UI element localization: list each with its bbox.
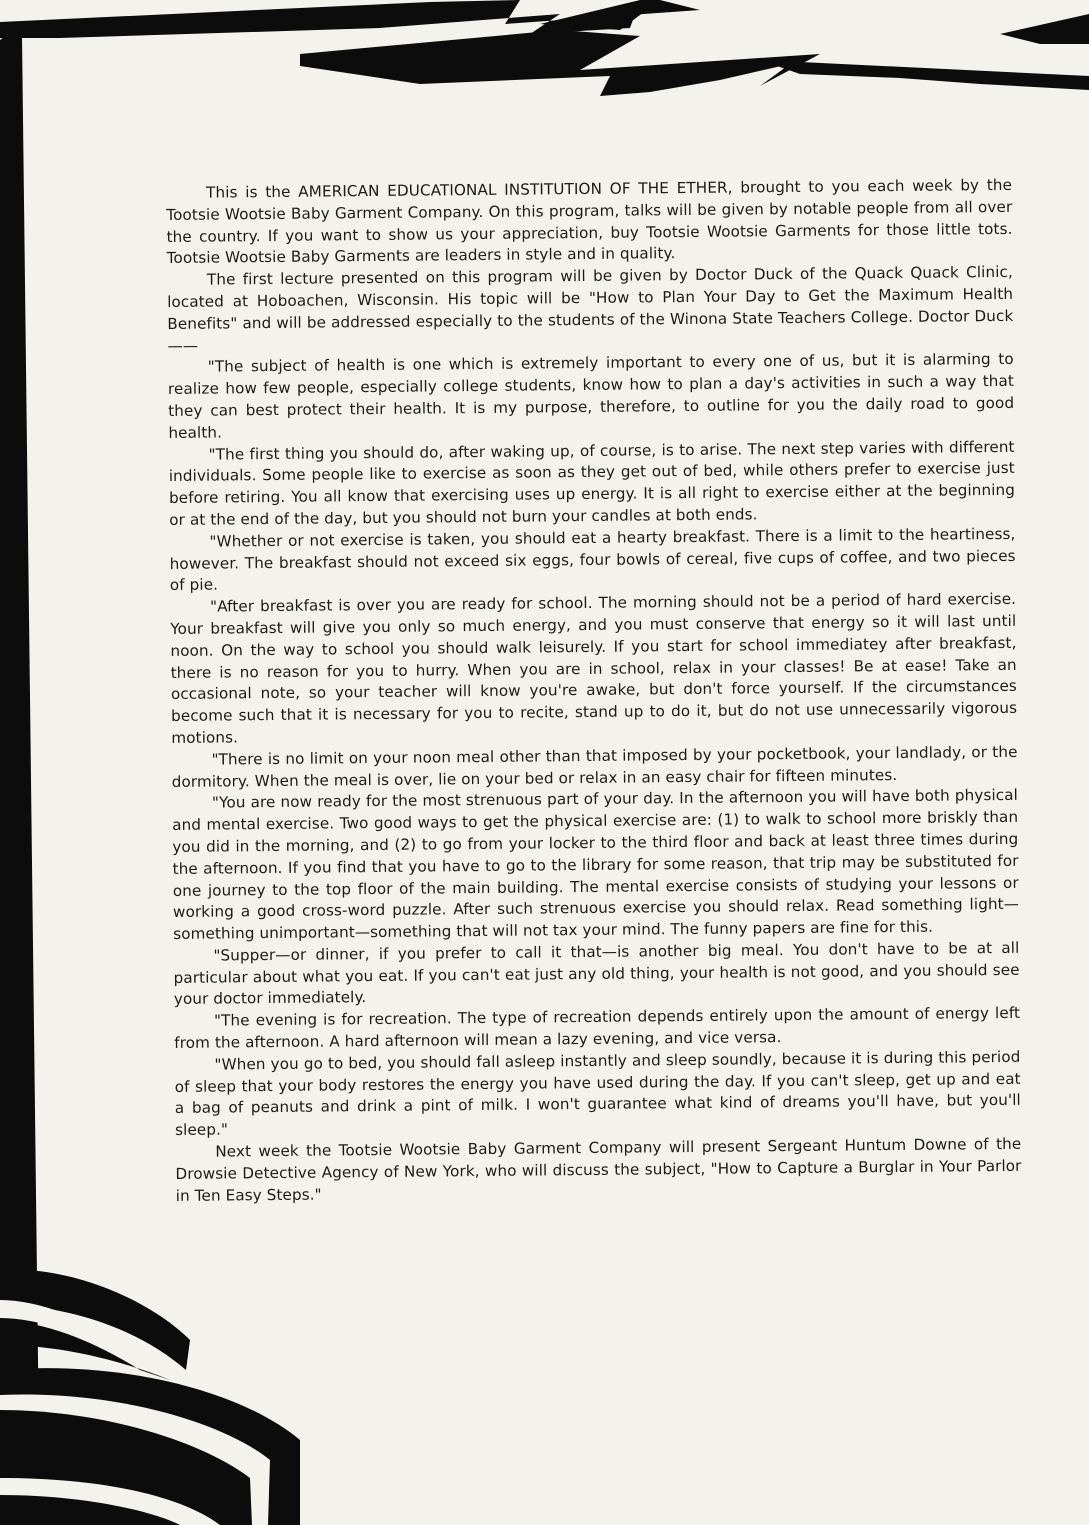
lightning-bolt-icon — [0, 0, 1089, 96]
paragraph-closing: Next week the Tootsie Wootsie Baby Garment Company will present Sergeant Huntum Downe of the Drowsie Detective Agency of New York, who will discuss the subject, "How to Capture a Burglar in Your Parlor in Ten Easy Steps." — [175, 1134, 1022, 1205]
paragraph: "You are now ready for the most strenuous part of your day. In the afternoon you will have both physical and mental exercise. Two good ways to get the physical exercise are: (1) to walk to school more briskly than you did in the morning, and (2) to go from your locker to the third floor and back at least three times during the afternoon. If you find that you have to go to the library for some reason, that trip may be substituted for one journey to the top floor of the main building. The mental exercise consists of studying your lessons or working a good cross-word puzzle. After such strenuous exercise you should relax. Read something light—something unimportant—something that will not tax your mind. The funny papers are fine for this. — [172, 786, 1020, 944]
paragraph: "There is no limit on your noon meal other than that imposed by your pocketbook, your landlady, or the dormitory. When the meal is over, lie on your bed or relax in an easy chair for fifteen minutes. — [171, 742, 1018, 791]
paragraph: "The subject of health is one which is extremely important to every one of us, but it is alarming to realize how few people, especially college students, know how to plan a day's activities in such a way that they can best protect their health. It is my purpose, therefore, to outline for you the daily road to good health. — [167, 350, 1015, 442]
paragraph: "When you go to bed, you should fall asleep instantly and sleep soundly, because it is during this period of sleep that your body restores the energy you have used during the day. If you can't sleep, get up and eat a bag of peanuts and drink a pint of milk. I won't guarantee what kind of dreams you'll have, but you'll sleep." — [174, 1047, 1021, 1140]
tower-base — [0, 1240, 300, 1525]
paragraph: "After breakfast is over you are ready for school. The morning should not be a period of hard exercise. Your breakfast will give you only so much energy, and you must conserve that energy so it will last until noon. On the way to school you should walk leisurely. If you start for school immediatey after breakfast, there is no reason for you to hurry. When you are in school, relax in your classes! Be at ease! Take an occasional note, so your teacher will know you're awake, but don't force yourself. If the circumstances become such that it is necessary for you to recite, stand up to do it, but do not use unnecessarily vigorous motions. — [170, 590, 1018, 747]
paragraph: "The first thing you should do, after waking up, of course, is to arise. The next step varies with different individuals. Some people like to exercise as soon as they get out of bed, while others prefer to exercise just before retiring. You all know that exercising uses up energy. It is all right to exercise either at the beginning or at the end of the day, but you should not burn your candles at both ends. — [168, 437, 1016, 529]
paragraph: The first lecture presented on this program will be given by Doctor Duck of the Quack Quack Clinic, located at Hoboachen, Wisconsin. His topic will be "How to Plan Your Day to Get the Maximum Health Benefits" and will be addressed especially to the students of the Winona State Teachers College. Doctor Duck—— — [167, 263, 1014, 355]
article-body — [166, 175, 1022, 1208]
paragraph: "The evening is for recreation. The type of recreation depends entirely upon the amount of energy left from the afternoon. A hard afternoon will mean a lazy evening, and vice versa. — [174, 1004, 1021, 1053]
paragraph: "Whether or not exercise is taken, you should eat a hearty breakfast. There is a limit to the heartiness, however. The breakfast should not exceed six eggs, four bowls of cereal, five cups of coffee, and two pieces of pie. — [169, 524, 1016, 595]
paragraph-intro: This is the AMERICAN EDUCATIONAL INSTITUTION OF THE ETHER, brought to you each week by the Tootsie Wootsie Baby Garment Company. On this program, talks will be given by notable people from all over the country. If you want to show us your appreciation, buy Tootsie Wootsie Garments for those little tots. Tootsie Wootsie Baby Garments are leaders in style and in quality. — [166, 175, 1013, 268]
paragraph: "Supper—or dinner, if you prefer to call it that—is another big meal. You don't have to be at all particular about what you eat. If you can't eat just any old thing, your health is not good, and you should see your doctor immediately. — [173, 938, 1020, 1009]
